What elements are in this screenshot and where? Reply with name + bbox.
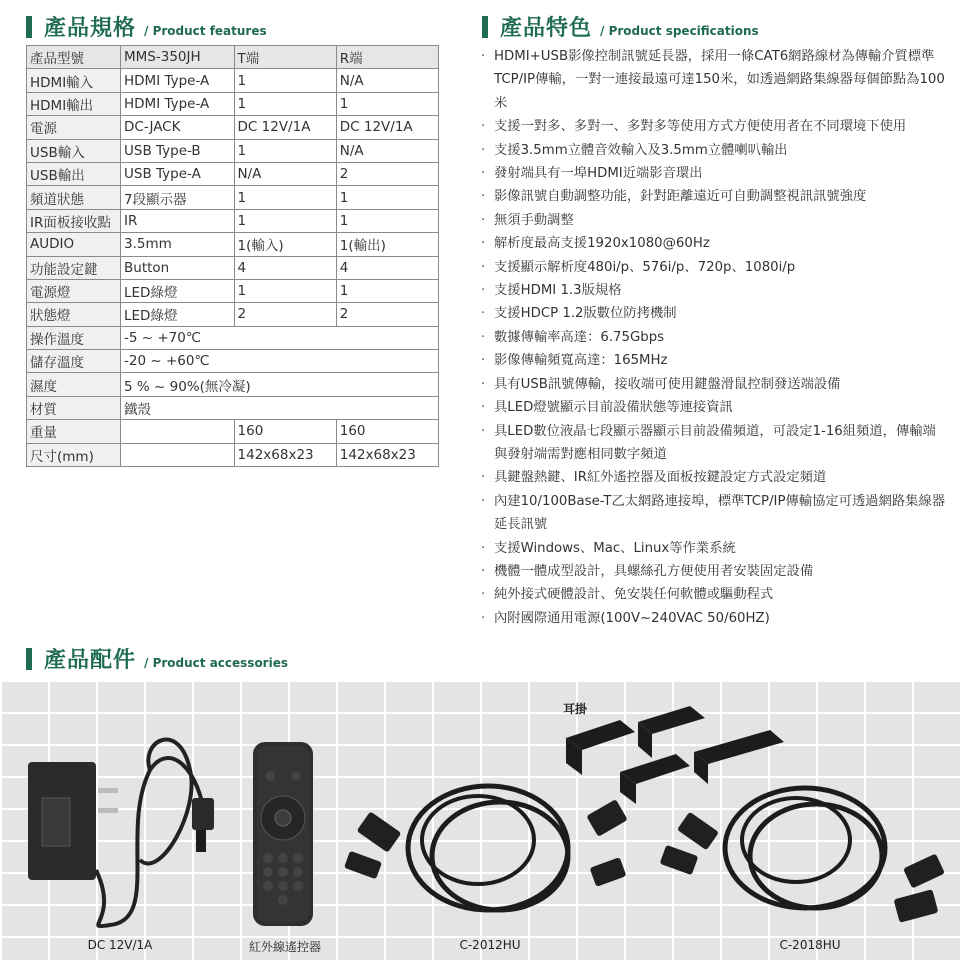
spec-row bbox=[27, 46, 439, 69]
accessory-label-c2018hu: C-2018HU bbox=[779, 938, 841, 952]
spec-cell: 電源 bbox=[27, 116, 121, 139]
accessories-illustration bbox=[0, 680, 960, 960]
spec-row bbox=[27, 303, 439, 326]
spec-cell: N/A bbox=[336, 69, 438, 92]
spec-table bbox=[26, 45, 439, 467]
spec-section-title: 產品規格 bbox=[44, 16, 137, 41]
spec-row bbox=[27, 373, 439, 396]
feature-section-header bbox=[482, 11, 759, 42]
ear-mount-label: 耳掛 bbox=[563, 702, 588, 716]
feature-item: · 純外接式硬體設計、免安裝任何軟體或驅動程式 bbox=[478, 583, 948, 606]
spec-cell: HDMI Type-A bbox=[121, 92, 235, 115]
spec-row bbox=[27, 420, 439, 443]
spec-cell: DC 12V/1A bbox=[234, 116, 336, 139]
spec-cell: 1 bbox=[234, 186, 336, 209]
spec-cell: 功能設定鍵 bbox=[27, 256, 121, 279]
spec-cell: 1 bbox=[234, 139, 336, 162]
spec-cell: HDMI輸出 bbox=[27, 92, 121, 115]
feature-item: · 具鍵盤熱鍵、IR紅外遙控器及面板按鍵設定方式設定頻道 bbox=[478, 466, 948, 489]
spec-row bbox=[27, 69, 439, 92]
spec-cell: 160 bbox=[234, 420, 336, 443]
spec-cell bbox=[121, 420, 235, 443]
spec-row bbox=[27, 92, 439, 115]
spec-cell: -5 ~ +70℃ bbox=[121, 326, 439, 349]
feature-item: · 影像傳輸頻寬高達：165MHz bbox=[478, 349, 948, 372]
spec-cell: 1(輸出) bbox=[336, 233, 438, 256]
feature-item: · 支援3.5mm立體音效輸入及3.5mm立體喇叭輸出 bbox=[478, 139, 948, 162]
spec-cell: 操作溫度 bbox=[27, 326, 121, 349]
feature-section-title: 產品特色 bbox=[500, 16, 593, 41]
spec-cell: 1 bbox=[234, 92, 336, 115]
spec-section-subtitle: / Product features bbox=[144, 24, 267, 38]
spec-row bbox=[27, 279, 439, 302]
spec-row bbox=[27, 186, 439, 209]
spec-cell: 7段顯示器 bbox=[121, 186, 235, 209]
spec-cell: MMS-350JH bbox=[121, 46, 235, 69]
spec-cell: 重量 bbox=[27, 420, 121, 443]
spec-cell: 尺寸(mm) bbox=[27, 443, 121, 466]
spec-cell: 160 bbox=[336, 420, 438, 443]
spec-cell: 1(輸入) bbox=[234, 233, 336, 256]
spec-cell: 4 bbox=[336, 256, 438, 279]
feature-item: · 解析度最高支援1920x1080@60Hz bbox=[478, 232, 948, 255]
feature-item: · HDMI+USB影像控制訊號延長器，採用一條CAT6網路線材為傳輸介質標準TCP/IP傳輸，一對一連接最遠可達150米，如透過網路集線器每個節點為100米 bbox=[478, 45, 948, 115]
spec-cell bbox=[121, 443, 235, 466]
spec-cell: LED綠燈 bbox=[121, 279, 235, 302]
spec-cell: 4 bbox=[234, 256, 336, 279]
spec-row bbox=[27, 139, 439, 162]
spec-cell: 2 bbox=[336, 162, 438, 185]
feature-item: · 支援一對多、多對一、多對多等使用方式方便使用者在不同環境下使用 bbox=[478, 115, 948, 138]
accessory-label-power-adapter: DC 12V/1A bbox=[87, 938, 153, 952]
accessories-section-header bbox=[26, 643, 288, 674]
spec-section-header bbox=[26, 11, 267, 42]
feature-item: · 支援HDCP 1.2版數位防拷機制 bbox=[478, 302, 948, 325]
cable-c2018hu-image bbox=[660, 788, 945, 923]
spec-cell: 142x68x23 bbox=[336, 443, 438, 466]
spec-cell: 1 bbox=[234, 279, 336, 302]
spec-cell: 2 bbox=[336, 303, 438, 326]
spec-cell: HDMI Type-A bbox=[121, 69, 235, 92]
spec-cell: Button bbox=[121, 256, 235, 279]
spec-cell: 5 % ~ 90%(無冷凝) bbox=[121, 373, 439, 396]
accessories-section-subtitle: / Product accessories bbox=[144, 656, 288, 670]
spec-cell: DC-JACK bbox=[121, 116, 235, 139]
feature-item: · 無須手動調整 bbox=[478, 209, 948, 232]
spec-cell: 1 bbox=[336, 279, 438, 302]
accessory-label-c2012hu: C-2012HU bbox=[459, 938, 521, 952]
spec-cell: 材質 bbox=[27, 396, 121, 419]
feature-item: · 發射端具有一埠HDMI近端影音環出 bbox=[478, 162, 948, 185]
spec-row bbox=[27, 209, 439, 232]
spec-cell: LED綠燈 bbox=[121, 303, 235, 326]
spec-row bbox=[27, 443, 439, 466]
spec-cell: 1 bbox=[234, 209, 336, 232]
feature-item: · 具LED數位液晶七段顯示器顯示目前設備頻道，可設定1-16組頻道，傳輸端與發射端需對應相同數字頻道 bbox=[478, 420, 948, 467]
spec-cell: HDMI輸入 bbox=[27, 69, 121, 92]
spec-cell: USB Type-A bbox=[121, 162, 235, 185]
feature-list bbox=[478, 45, 948, 630]
spec-cell: R端 bbox=[336, 46, 438, 69]
section-marker bbox=[482, 16, 488, 38]
feature-item: · 數據傳輸率高達：6.75Gbps bbox=[478, 326, 948, 349]
feature-item: · 影像訊號自動調整功能，針對距離遠近可自動調整視訊訊號強度 bbox=[478, 185, 948, 208]
spec-cell: T端 bbox=[234, 46, 336, 69]
spec-row bbox=[27, 162, 439, 185]
feature-item: · 具有USB訊號傳輸，接收端可使用鍵盤滑鼠控制發送端設備 bbox=[478, 373, 948, 396]
spec-row bbox=[27, 233, 439, 256]
spec-cell: 2 bbox=[234, 303, 336, 326]
feature-item: · 支援Windows、Mac、Linux等作業系統 bbox=[478, 537, 948, 560]
spec-cell: N/A bbox=[336, 139, 438, 162]
spec-cell: USB Type-B bbox=[121, 139, 235, 162]
spec-cell: 鐵殼 bbox=[121, 396, 439, 419]
spec-cell: 儲存溫度 bbox=[27, 350, 121, 373]
spec-cell: 電源燈 bbox=[27, 279, 121, 302]
spec-cell: N/A bbox=[234, 162, 336, 185]
accessories-section-title: 產品配件 bbox=[44, 648, 137, 673]
accessory-label-remote: 紅外線遙控器 bbox=[248, 940, 321, 954]
spec-cell: 濕度 bbox=[27, 373, 121, 396]
feature-item: · 內附國際通用電源(100V~240VAC 50/60HZ) bbox=[478, 607, 948, 630]
feature-item: · 內建10/100Base-T乙太網路連接埠，標準TCP/IP傳輸協定可透過網路集線器延長訊號 bbox=[478, 490, 948, 537]
spec-row bbox=[27, 396, 439, 419]
spec-cell: 頻道狀態 bbox=[27, 186, 121, 209]
feature-item: · 支援顯示解析度480i/p、576i/p、720p、1080i/p bbox=[478, 256, 948, 279]
spec-cell: 產品型號 bbox=[27, 46, 121, 69]
remote-control-image bbox=[253, 742, 313, 926]
power-adapter-image bbox=[28, 740, 214, 927]
feature-section-subtitle: / Product specifications bbox=[600, 24, 759, 38]
spec-cell: 1 bbox=[336, 92, 438, 115]
spec-row bbox=[27, 256, 439, 279]
spec-cell: 142x68x23 bbox=[234, 443, 336, 466]
spec-cell: 1 bbox=[336, 209, 438, 232]
spec-cell: 狀態燈 bbox=[27, 303, 121, 326]
spec-cell: AUDIO bbox=[27, 233, 121, 256]
feature-item: · 支援HDMI 1.3版規格 bbox=[478, 279, 948, 302]
section-marker bbox=[26, 648, 32, 670]
spec-cell: 3.5mm bbox=[121, 233, 235, 256]
spec-row bbox=[27, 116, 439, 139]
section-marker bbox=[26, 16, 32, 38]
spec-cell: USB輸入 bbox=[27, 139, 121, 162]
spec-cell: IR面板接收點 bbox=[27, 209, 121, 232]
spec-cell: -20 ~ +60℃ bbox=[121, 350, 439, 373]
spec-cell: USB輸出 bbox=[27, 162, 121, 185]
spec-cell: 1 bbox=[336, 186, 438, 209]
spec-cell: IR bbox=[121, 209, 235, 232]
ear-mount-bracket-image bbox=[566, 706, 784, 804]
spec-cell: 1 bbox=[234, 69, 336, 92]
cable-c2012hu-image bbox=[344, 786, 628, 910]
spec-row bbox=[27, 326, 439, 349]
spec-cell: DC 12V/1A bbox=[336, 116, 438, 139]
feature-item: · 具LED燈號顯示目前設備狀態等連接資訊 bbox=[478, 396, 948, 419]
feature-item: · 機體一體成型設計，具螺絲孔方便使用者安裝固定設備 bbox=[478, 560, 948, 583]
spec-row bbox=[27, 350, 439, 373]
